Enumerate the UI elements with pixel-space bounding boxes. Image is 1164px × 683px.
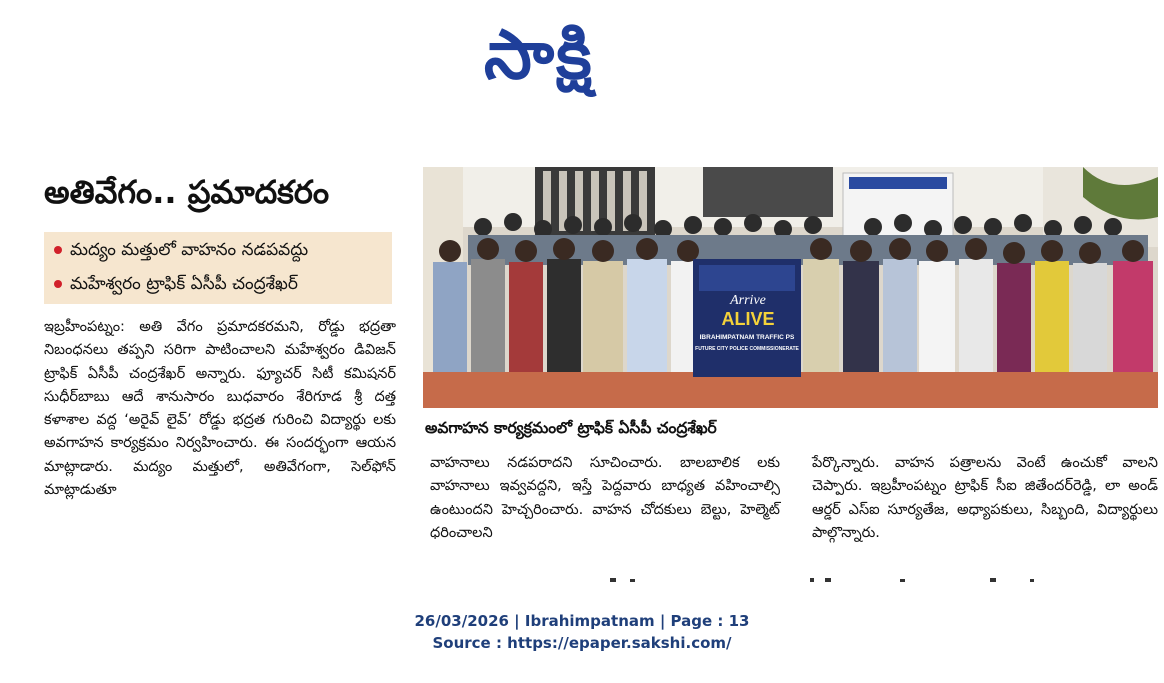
bullet-text: మహేశ్వరం ట్రాఫిక్ ఏసీపీ చంద్రశేఖర్: [70, 274, 298, 294]
banner-text-alive: ALIVE: [721, 309, 775, 329]
footer-source-link[interactable]: Source : https://epaper.sakshi.com/: [432, 634, 732, 652]
photo-caption: అవగాహన కార్యక్రమంలో ట్రాఫిక్ ఏసీపీ చంద్రశేఖర్: [425, 419, 717, 437]
subheadline-bullet: [54, 272, 298, 296]
article-photo: [423, 167, 1158, 408]
bullet-dot-icon: [54, 280, 62, 288]
banner-text-arrive: Arrive: [730, 293, 766, 308]
banner-text-commissionerate: FUTURE CITY POLICE COMMISSIONERATE: [695, 346, 799, 352]
article-body-column-3: [812, 452, 1158, 545]
group-photo-illustration: [423, 167, 1158, 408]
subheadline-bullet: [54, 238, 308, 262]
bullet-dot-icon: [54, 246, 62, 254]
article-paragraph: ఇబ్రహీంపట్నం: అతి వేగం ప్రమాదకరమని, రోడ్డు భద్రతా నిబంధనలు తప్పని సరిగా పాటించాలని మహేశ్వరం డివిజన్ ట్రాఫిక్ ఏసీపీ చంద్రశేఖర్ అన్నారు. ఫ్యూచర్ సిటీ కమిషనర్ సుధీర్‌బాబు ఆదే శానుసారం బుధవారం శేరిగూడ శ్రీ దత్త కళాశాల వద్ద ‘అరైవ్ లైవ్’ రోడ్డు భద్రత గురించి విద్యార్థు లకు అవగాహన కార్యక్రమం నిర్వహించారు. ఈ సందర్భంగా ఆయన మాట్లాడారు. మద్యం మత్తులో, అతివేగంగా, సెల్‌ఫోన్ మాట్లాడుతూ: [44, 319, 396, 499]
subheadline-box: [44, 232, 392, 304]
cut-off-text-edge: [430, 578, 1160, 584]
article-paragraph: పేర్కొన్నారు. వాహన పత్రాలను వెంటే ఉంచుకో వాలని చెప్పారు. ఇబ్రహీంపట్నం ట్రాఫిక్ సీఐ జితేందర్‌రెడ్డి, లా అండ్ ఆర్డర్ ఎస్ఐ సూర్యతేజ, అధ్యాపకులు, సిబ్బంది, విద్యార్థులు పాల్గొన్నారు.: [812, 455, 1158, 541]
article-body-column-2: [430, 452, 780, 545]
footer-meta: 26/03/2026 | Ibrahimpatnam | Page : 13: [414, 612, 750, 630]
bullet-text: మద్యం మత్తులో వాహనం నడపవద్దు: [70, 240, 309, 260]
article-headline: అతివేగం.. ప్రమాదకరం: [44, 173, 330, 211]
article-body-column-1: [44, 316, 396, 502]
article-paragraph: వాహనాలు నడపరాదని సూచించారు. బాలబాలిక లకు వాహనాలు ఇవ్వవద్దని, ఇస్తే పెద్దవారు బాధ్యత వహించాల్సి ఉంటుందని హెచ్చరించారు. వాహన చోదకులు బెల్టు, హెల్మెట్ ధరించాలని: [430, 455, 780, 541]
banner-text-station: IBRAHIMPATNAM TRAFFIC PS: [699, 334, 795, 341]
masthead-logo: సాక్షి: [484, 16, 594, 95]
